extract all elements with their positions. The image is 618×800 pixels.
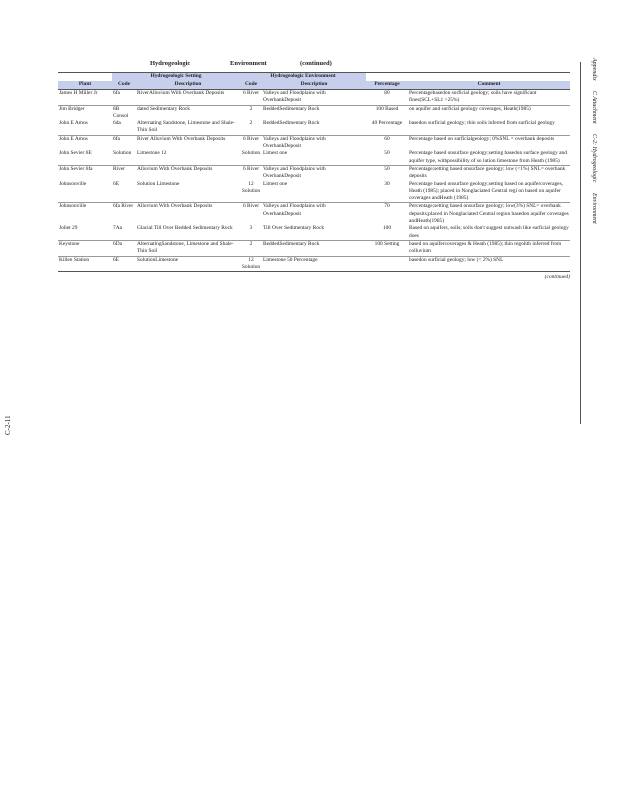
cell-environment-code: 2	[249, 120, 253, 127]
cell-setting-code: River	[112, 165, 136, 180]
cell-comment: Percentage based on surficialgeology; 0%SNL = overbank deposits	[408, 135, 570, 150]
cell-environment-code: 2	[240, 240, 262, 256]
group-header-environment: Hydrogeologic Environment	[240, 73, 366, 82]
column-header-comment: Comment	[408, 81, 570, 90]
table-row	[58, 105, 570, 120]
cell-plant: John Sevier 6E	[59, 150, 92, 157]
cell-comment: basedon surficial geology; low (< 2%) SNL	[408, 256, 570, 272]
cell-percentage: 30	[384, 180, 390, 187]
table-wrapper	[58, 72, 570, 280]
header-spacer	[366, 73, 408, 82]
cell-setting-code: 6E	[112, 256, 136, 272]
cell-comment: based on aquifercoverages & Heath (1985); thin regolith inferred from colluvium	[408, 240, 570, 256]
cell-setting-code: 6da	[113, 120, 121, 127]
table-row	[58, 150, 570, 165]
page-number: C-2-11	[4, 415, 12, 435]
column-header-code: Code	[240, 81, 262, 90]
cell-setting-code: 6fa	[112, 90, 136, 106]
cell-setting-description: Alluvium With Overbank Deposits	[136, 203, 240, 225]
side-header-part: C-2: Hydrogeologic	[591, 134, 597, 183]
cell-environment-code: 6 River	[240, 203, 262, 225]
cell-setting-code: 6E	[113, 180, 119, 187]
cell-setting-description: AlternatingSandstone, Limestone and Shale- Thin Soil	[136, 240, 240, 256]
title-part: (continued)	[300, 60, 332, 67]
cell-percentage: 50	[366, 165, 408, 180]
group-header-setting: Hydrogeologic Setting	[112, 73, 240, 82]
cell-plant: Joliet 29	[59, 225, 78, 232]
cell-setting-code: Solution	[113, 150, 132, 157]
cell-setting-description: Alluvium With Overbank Deposits	[136, 165, 240, 180]
table-body	[58, 90, 570, 272]
table-row	[58, 181, 570, 203]
cell-setting-code: 6fa	[112, 135, 136, 150]
cell-environment-code: 12 Solution	[241, 256, 261, 270]
hydrogeologic-table	[58, 72, 570, 272]
cell-comment: Percentage;setting based onsurface geology; low (<1%) SNL= overbank deposits	[408, 165, 570, 180]
header-spacer	[408, 73, 570, 82]
cell-comment: Percentage based onsurface geology;setting based on aquifercoverages, Heath (1985); placed in Nonglaciated Central regi on based on aquifer coverages andHeath (1985)	[409, 180, 564, 202]
column-header-plant: Plant	[58, 81, 112, 90]
cell-plant: Killen Station	[58, 256, 112, 272]
cell-plant: James H Miller Jr	[58, 90, 112, 106]
margin-rule	[580, 62, 581, 424]
cell-percentage: 100 Based	[366, 105, 408, 120]
cell-environment-description: BeddedSedimentary Rock	[262, 240, 366, 256]
column-header-percentage: Percentage	[366, 81, 408, 90]
column-header-code: Code	[112, 81, 136, 90]
cell-comment: Percentagebasedon surficial geology; soils have significant fines(SCL+SL1 >25%)	[408, 90, 570, 106]
column-header-description: Description	[136, 81, 240, 90]
cell-environment-code: 2	[240, 105, 262, 120]
table-row	[58, 135, 570, 150]
table-row	[58, 165, 570, 180]
cell-percentage	[366, 256, 408, 272]
cell-environment-code: 12 Solution	[241, 180, 261, 194]
side-header-part: Environment	[591, 193, 597, 224]
cell-environment-description: Till Over Sedimentary Rock	[263, 225, 325, 232]
cell-environment-description: Limestone 50 Percentage	[262, 256, 366, 272]
title-part: Environment	[230, 60, 267, 67]
cell-environment-description: Limest one	[263, 180, 288, 187]
table-row	[58, 256, 570, 272]
cell-setting-description: Glacial Till Over Bedded Sedimentary Rock	[137, 225, 233, 232]
title-part: Hydrogeologic	[150, 60, 191, 67]
cell-comment: basedon surficial geology; thin soils inferred from surficial geology	[409, 120, 555, 127]
cell-percentage: 60	[366, 135, 408, 150]
cell-plant: John Sevier 6fa	[58, 165, 112, 180]
table-row	[58, 203, 570, 225]
header-spacer	[58, 73, 112, 82]
cell-plant: Johnsonville	[59, 180, 87, 187]
page-title	[150, 60, 450, 72]
cell-setting-code: 8B Consol	[112, 105, 136, 120]
side-header-part: C Attachment	[591, 91, 597, 124]
cell-plant: John E Amos	[59, 120, 88, 127]
cell-setting-description: River Alluvium With Overbank Deposits	[136, 135, 240, 150]
cell-environment-description: BeddedSedimentary Rock	[263, 120, 320, 127]
cell-comment: on aquifer and surficial geology coverages, Heath(1985)	[408, 105, 570, 120]
cell-setting-code: 6Da	[112, 240, 136, 256]
cell-plant: Keystone	[58, 240, 112, 256]
cell-environment-code: 3	[249, 225, 253, 232]
cell-comment: Percentage based onsurface geology;setting basedon surface geology and aquifer type, withpossibility of so lution limestone from Heath (1985)	[409, 150, 567, 164]
cell-environment-description: Valleys and Floodplains with OverbankDeposit	[262, 135, 366, 150]
cell-plant: Johnsonville	[58, 203, 112, 225]
continued-note: (continued)	[544, 274, 570, 281]
cell-percentage: 40 Percentage	[371, 120, 403, 127]
cell-percentage: 80	[366, 90, 408, 106]
cell-setting-description: Limestone 12	[137, 150, 167, 157]
cell-setting-description: Solution Limestone	[137, 180, 180, 187]
cell-environment-code: 6 River	[240, 165, 262, 180]
cell-environment-description: BeddedSedimentary Rock	[262, 105, 366, 120]
cell-comment: Based on aquifers, soils; soils don't suggest outwash like surficial geology does	[409, 225, 569, 239]
cell-percentage: 70	[366, 203, 408, 225]
table-row	[58, 120, 570, 135]
cell-environment-code: 6 River	[240, 90, 262, 106]
cell-percentage: 50	[384, 150, 390, 157]
cell-plant: Jim Bridger	[58, 105, 112, 120]
cell-setting-description: RiverAlluvium With Overbank Deposits	[136, 90, 240, 106]
cell-setting-code: 7Aa	[113, 225, 122, 232]
cell-setting-description: SolutionLimestone	[136, 256, 240, 272]
cell-plant: John E Amos	[58, 135, 112, 150]
table-row	[58, 240, 570, 256]
cell-setting-description: dated Sedimentary Rock	[136, 105, 240, 120]
cell-setting-code: 6fa River	[112, 203, 136, 225]
cell-environment-description: Valleys and Floodplains with OverbankDeposit	[262, 90, 366, 106]
column-header-description: Description	[262, 81, 366, 90]
cell-comment: Percentage;setting based onsurface geology; low(3%) SNL= overbank deposits;placed in Nonglaciated Central region basedon aquifer coverages andHeath(1985)	[409, 203, 569, 225]
cell-environment-code: Solution	[241, 150, 261, 157]
cell-percentage: 100	[382, 225, 392, 232]
cell-setting-description: Alternating Sandstone, Limestone and Shale- Thin Soil	[137, 120, 235, 134]
cell-percentage: 100 Setting	[366, 240, 408, 256]
side-header-part: Appendix	[591, 58, 597, 81]
cell-environment-description: Valleys and Floodplains with OverbankDeposit	[262, 203, 366, 225]
cell-environment-code: 6 River	[240, 135, 262, 150]
running-header	[583, 58, 597, 258]
table-row	[58, 90, 570, 106]
table-row	[58, 225, 570, 240]
cell-environment-description: Valleys and Floodplains with OverbankDeposit	[262, 165, 366, 180]
cell-environment-description: Limest one	[263, 150, 288, 157]
